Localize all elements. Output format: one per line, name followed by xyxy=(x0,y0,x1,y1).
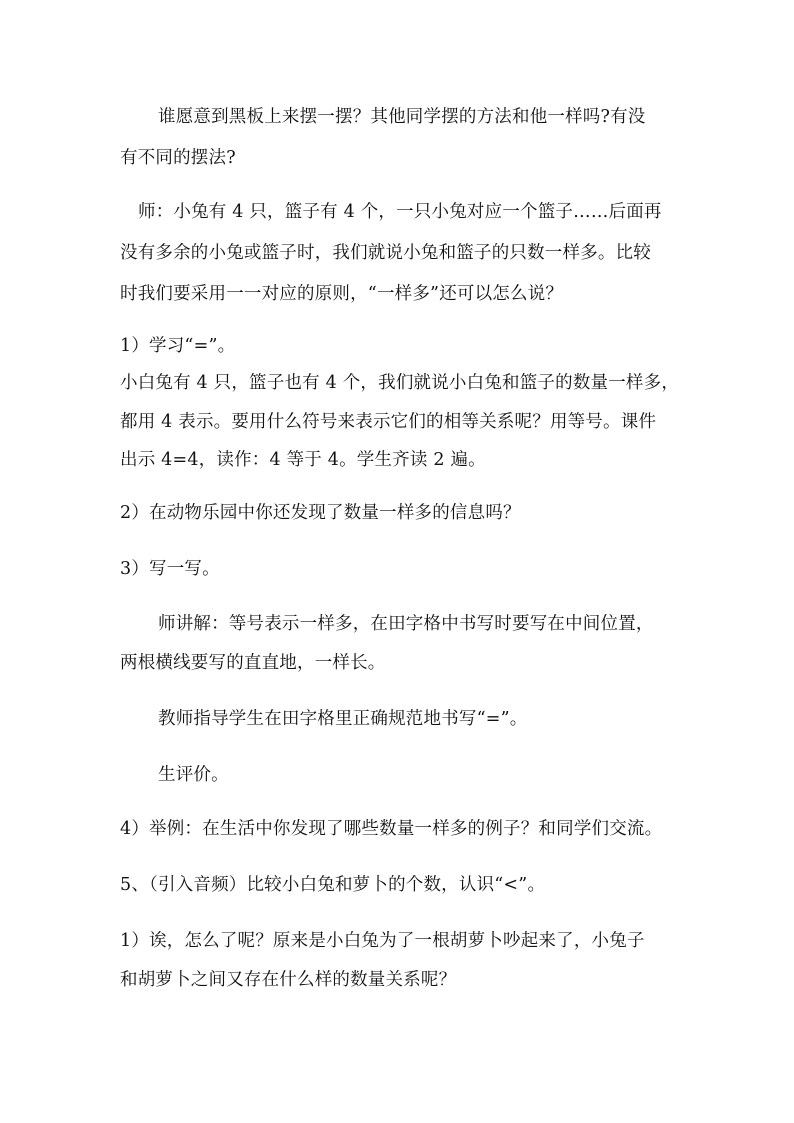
paragraph-line: 生评价。 xyxy=(158,765,229,785)
paragraph-line: 教师指导学生在田字格里正确规范地书写“=”。 xyxy=(158,709,528,729)
paragraph-line: 谁愿意到黑板上来摆一摆？其他同学摆的方法和他一样吗?有没 xyxy=(158,107,646,127)
paragraph-line: 小白兔有 4 只，篮子也有 4 个，我们就说小白兔和篮子的数量一样多， xyxy=(120,373,680,393)
list-item-heading: 1）学习“=”。 xyxy=(120,336,236,356)
paragraph-line: 1）诶，怎么了呢？原来是小白兔为了一根胡萝卜吵起来了，小兔子 xyxy=(120,931,645,951)
paragraph-line: 都用 4 表示。要用什么符号来表示它们的相等关系呢？用等号。课件 xyxy=(120,412,657,432)
paragraph-line: 时我们要采用一一对应的原则，“一样多”还可以怎么说？ xyxy=(120,284,564,304)
section-heading: 5、（引入音频）比较小白兔和萝卜的个数，认识“<”。 xyxy=(120,875,546,895)
paragraph-line: 和胡萝卜之间又存在什么样的数量关系呢？ xyxy=(120,970,457,990)
paragraph-line: 有不同的摆法? xyxy=(120,148,236,168)
list-item-heading: 4）举例：在生活中你发现了哪些数量一样多的例子？和同学们交流。 xyxy=(120,819,663,839)
paragraph-line: 出示 4=4，读作：4 等于 4。学生齐读 2 遍。 xyxy=(120,450,486,470)
paragraph-line: 师讲解：等号表示一样多，在田字格中书写时要写在中间位置， xyxy=(158,614,654,634)
paragraph-line: 师：小兔有 4 只，篮子有 4 个，一只小兔对应一个篮子……后面再 xyxy=(138,202,662,222)
list-item-heading: 3）写一写。 xyxy=(120,559,220,579)
list-item-heading: 2）在动物乐园中你还发现了数量一样多的信息吗？ xyxy=(120,503,521,523)
paragraph-line: 两根横线要写的直直地，一样长。 xyxy=(120,653,386,673)
paragraph-line: 没有多余的小兔或篮子时，我们就说小兔和篮子的只数一样多。比较 xyxy=(120,243,651,263)
